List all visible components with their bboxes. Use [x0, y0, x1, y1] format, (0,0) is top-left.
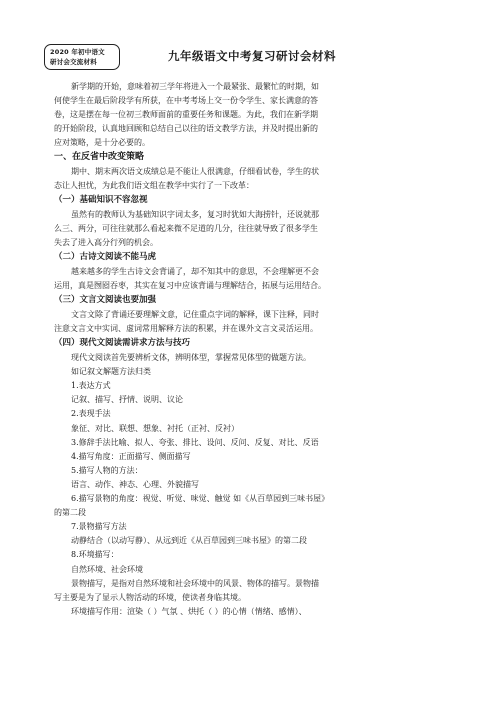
method-list-line: 语言、动作、神态、心理、外貌描写 [71, 479, 199, 489]
paragraph-line: 文言文除了背诵还要理解文意，记住重点字词的解释，课下注释，同时 [71, 310, 319, 320]
subsection-heading: （三）文言文阅读也要加强 [54, 295, 157, 306]
paragraph-line: 如记叙文解题方法归类 [71, 367, 151, 377]
method-list [54, 379, 454, 619]
intro-line: 的开始阶段，认真地回顾和总结自己以往的语文教学方法，并及时提出新的 [54, 124, 318, 134]
subsection-heading: （四）现代文阅读需讲求方法与技巧 [54, 338, 191, 349]
method-list-line: 自然环境、社会环境 [71, 564, 143, 574]
method-list-line: 环境描写作用：渲染（ ）气氛 、烘托（ ）的心情（情绪、感情）、 [71, 606, 307, 616]
paragraph-line: 运用，真是囫囵吞枣，其实在复习中应该背诵与理解结合，拓展与运用结合。 [54, 281, 326, 291]
method-list-line: 记叙、描写、抒情、说明、议论 [71, 395, 183, 405]
method-list-line: 写主要是为了显示人物活动的环境，使读者身临其境。 [54, 592, 246, 602]
intro-line: 应对策略，是十分必要的。 [54, 138, 150, 148]
method-list-line: 3.修辞手法比喻、拟人、夸张、排比、设问、反问、反复、对比、反语 [71, 437, 319, 447]
method-list-line: 8.环境描写： [71, 550, 119, 560]
method-list-line: 动静结合（以动写静）、从远到近《从百草园到三味书屋》的第二段 [71, 536, 307, 546]
document-body [54, 80, 454, 619]
section-heading: 一、在反省中改变策略 [54, 152, 145, 163]
section-intro-line: 态让人担忧，为此我们语文组在教学中实行了一下改革： [54, 181, 254, 191]
paragraph-line: 越来越多的学生古诗文会背诵了，却不知其中的意思，不会理解更不会 [71, 267, 319, 277]
event-badge [44, 44, 120, 70]
method-list-line: 景物描写，是指对自然环境和社会环境中的风景、物体的描写。景物描 [71, 578, 319, 588]
paragraph-line: 现代文阅读首先要辨析文体，辨明体型，掌握常见体型的做题方法。 [71, 353, 311, 363]
intro-line: 卷，这是摆在每一位初三教师面前的重要任务和课题。为此，我们在新学期 [54, 110, 318, 120]
method-list-line: 7.景物描写方法 [71, 522, 127, 532]
paragraph-line: 失去了进入高分行列的机会。 [54, 238, 158, 248]
method-list-line: 的第二段 [54, 508, 86, 518]
paragraph-line: 注意文言文中实词、虚词常用解释方法的积累，并在课外文言文灵活运用。 [54, 324, 318, 334]
badge-line-2: 研讨会交流材料 [50, 58, 97, 66]
paragraph-line: 虽然有的教师认为基础知识字词太多，复习时犹如大海捞针，还说就那 [71, 210, 319, 220]
document-title: 九年级语文中考复习研讨会材料 [168, 49, 336, 63]
method-list-line: 1.表达方式 [71, 381, 111, 391]
method-list-line: 2.表现手法 [71, 409, 111, 419]
paragraph-line: 么三、两分，可往往就那么看起来微不足道的几分，往往就导致了很多学生 [54, 224, 318, 234]
badge-line-1: 2020 年初中语文 [50, 48, 105, 56]
method-list-line: 象征、对比、联想、想象、衬托（正衬、反衬） [71, 423, 239, 433]
intro-line: 何使学生在最后阶段学有所获，在中考考场上交一份令学生、家长满意的答 [54, 96, 318, 106]
section-intro-line: 期中、期末两次语文成绩总是不能让人很满意，仔细看试卷，学生的状 [71, 167, 319, 177]
method-list-line: 6.描写景物的角度：视觉、听觉、味觉、触觉 如《从百草园到三味书屋》 [71, 494, 330, 504]
method-list-line: 4.描写角度：正面描写、侧面描写 [71, 451, 191, 461]
subsection-heading: （二）古诗文阅读不能马虎 [54, 252, 157, 263]
intro-line: 新学期的开始，意味着初三学年将进入一个最紧张、最繁忙的时期，如 [71, 82, 319, 91]
subsection-heading: （一）基础知识不容忽视 [54, 195, 148, 206]
method-list-line: 5.描写人物的方法： [71, 465, 143, 475]
